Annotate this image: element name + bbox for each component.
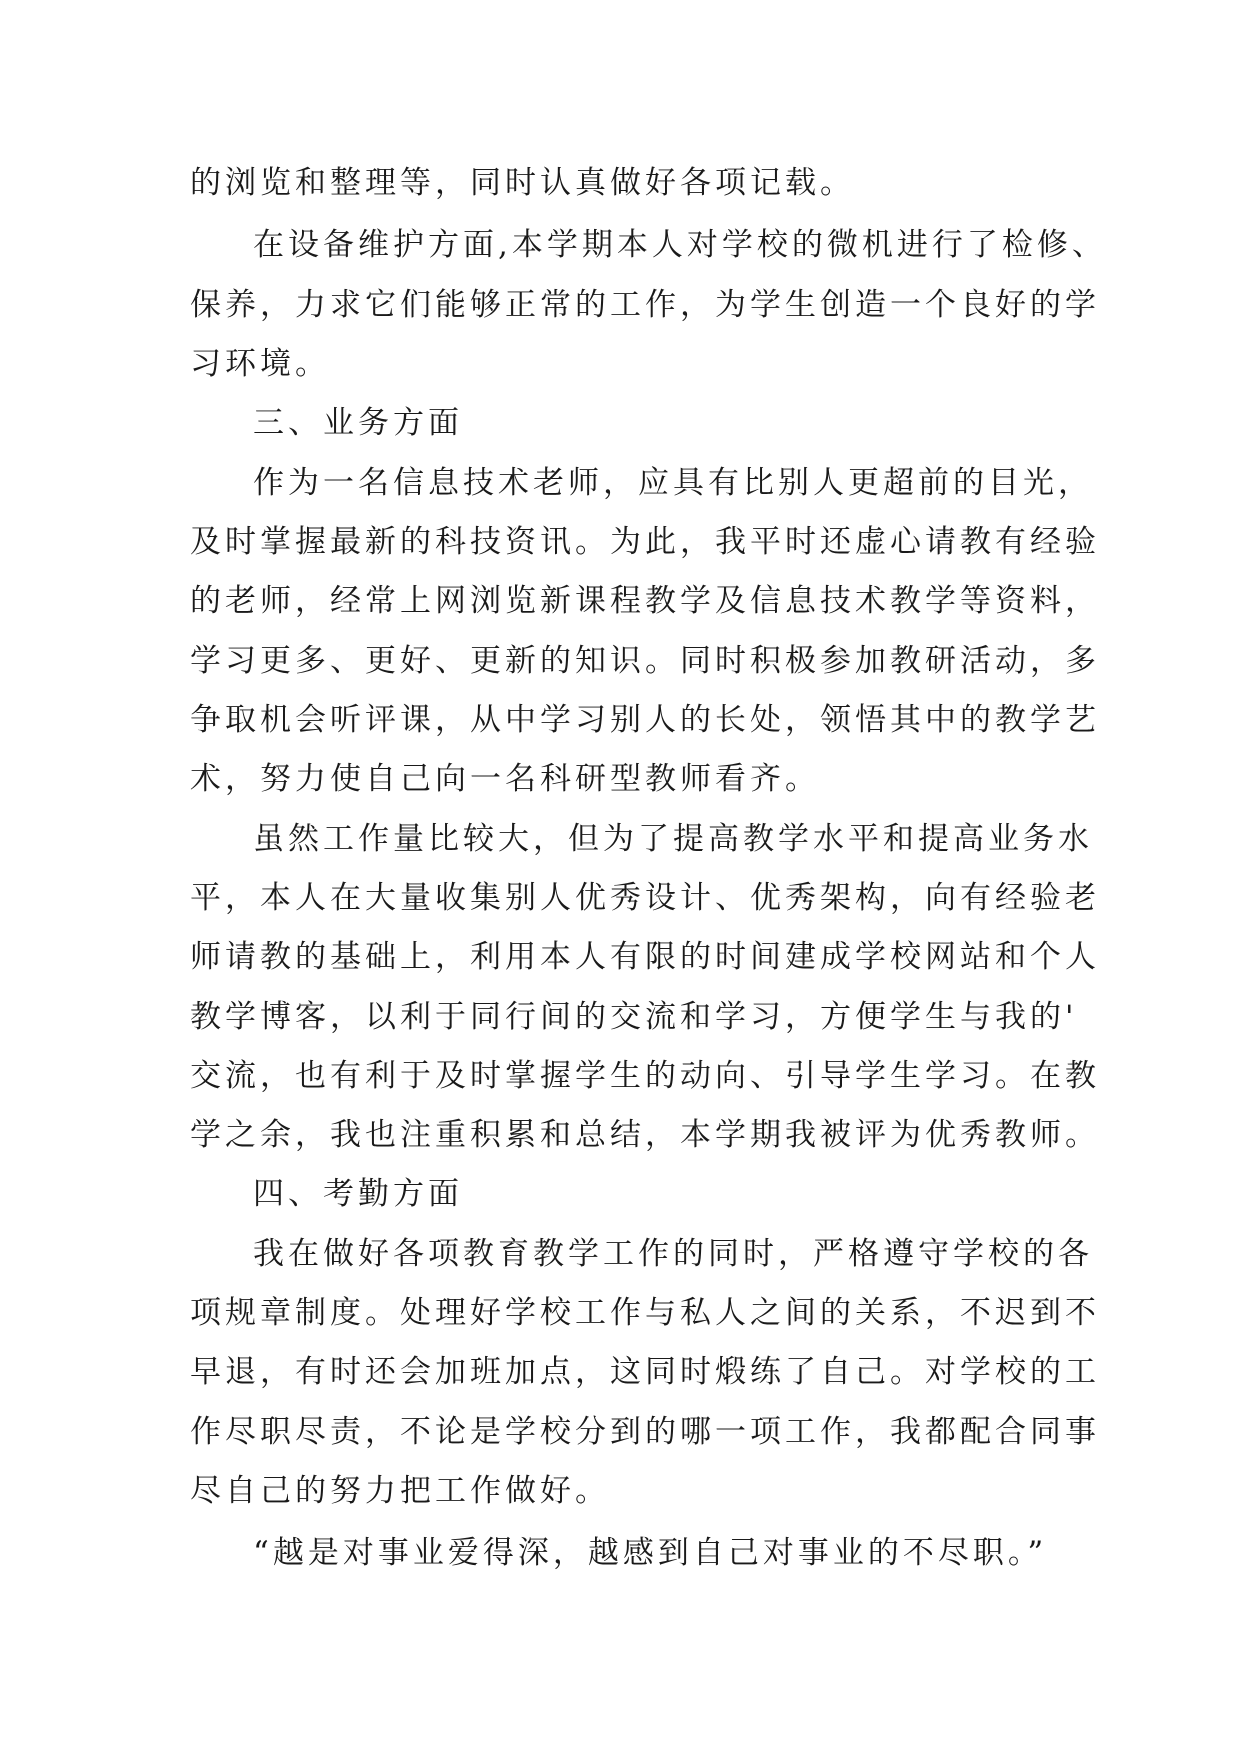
paragraph-first-line: 我在做好各项教育教学工作的同时，严格遵守学校的各 [253, 1236, 1093, 1272]
section-heading: 四、考勤方面 [253, 1176, 463, 1212]
paragraph-first-line: 虽然工作量比较大，但为了提高教学水平和提高业务水 [253, 821, 1093, 857]
text-line: 平，本人在大量收集别人优秀设计、优秀架构，向有经验老 [190, 880, 1100, 916]
paragraph-first-line: 作为一名信息技术老师，应具有比别人更超前的目光， [253, 465, 1093, 501]
text-line: 学习更多、更好、更新的知识。同时积极参加教研活动，多 [190, 643, 1100, 679]
text-line: 作尽职尽责，不论是学校分到的哪一项工作，我都配合同事 [190, 1414, 1100, 1450]
quote-line: “越是对事业爱得深，越感到自己对事业的不尽职。” [253, 1535, 1048, 1571]
text-line: 项规章制度。处理好学校工作与私人之间的关系，不迟到不 [190, 1295, 1100, 1331]
text-line: 争取机会听评课，从中学习别人的长处，领悟其中的教学艺 [190, 702, 1100, 738]
text-line: 保养，力求它们能够正常的工作，为学生创造一个良好的学 [190, 287, 1100, 323]
text-line: 尽自己的努力把工作做好。 [190, 1473, 610, 1509]
text-line: 术，努力使自己向一名科研型教师看齐。 [190, 761, 820, 797]
text-line: 师请教的基础上，利用本人有限的时间建成学校网站和个人 [190, 939, 1100, 975]
text-line: 及时掌握最新的科技资讯。为此，我平时还虚心请教有经验 [190, 524, 1100, 560]
text-line: 习环境。 [190, 346, 330, 382]
text-line: 交流，也有利于及时掌握学生的动向、引导学生学习。在教 [190, 1058, 1100, 1094]
text-line: 教学博客，以利于同行间的交流和学习，方便学生与我的' [190, 999, 1078, 1035]
section-heading: 三、业务方面 [253, 405, 463, 441]
text-line: 的浏览和整理等，同时认真做好各项记载。 [190, 165, 855, 201]
paragraph-first-line: 在设备维护方面,本学期本人对学校的微机进行了检修、 [253, 227, 1107, 263]
text-line: 学之余，我也注重积累和总结，本学期我被评为优秀教师。 [190, 1117, 1100, 1153]
text-line: 早退，有时还会加班加点，这同时煅练了自己。对学校的工 [190, 1354, 1100, 1390]
text-line: 的老师，经常上网浏览新课程教学及信息技术教学等资料， [190, 583, 1100, 619]
